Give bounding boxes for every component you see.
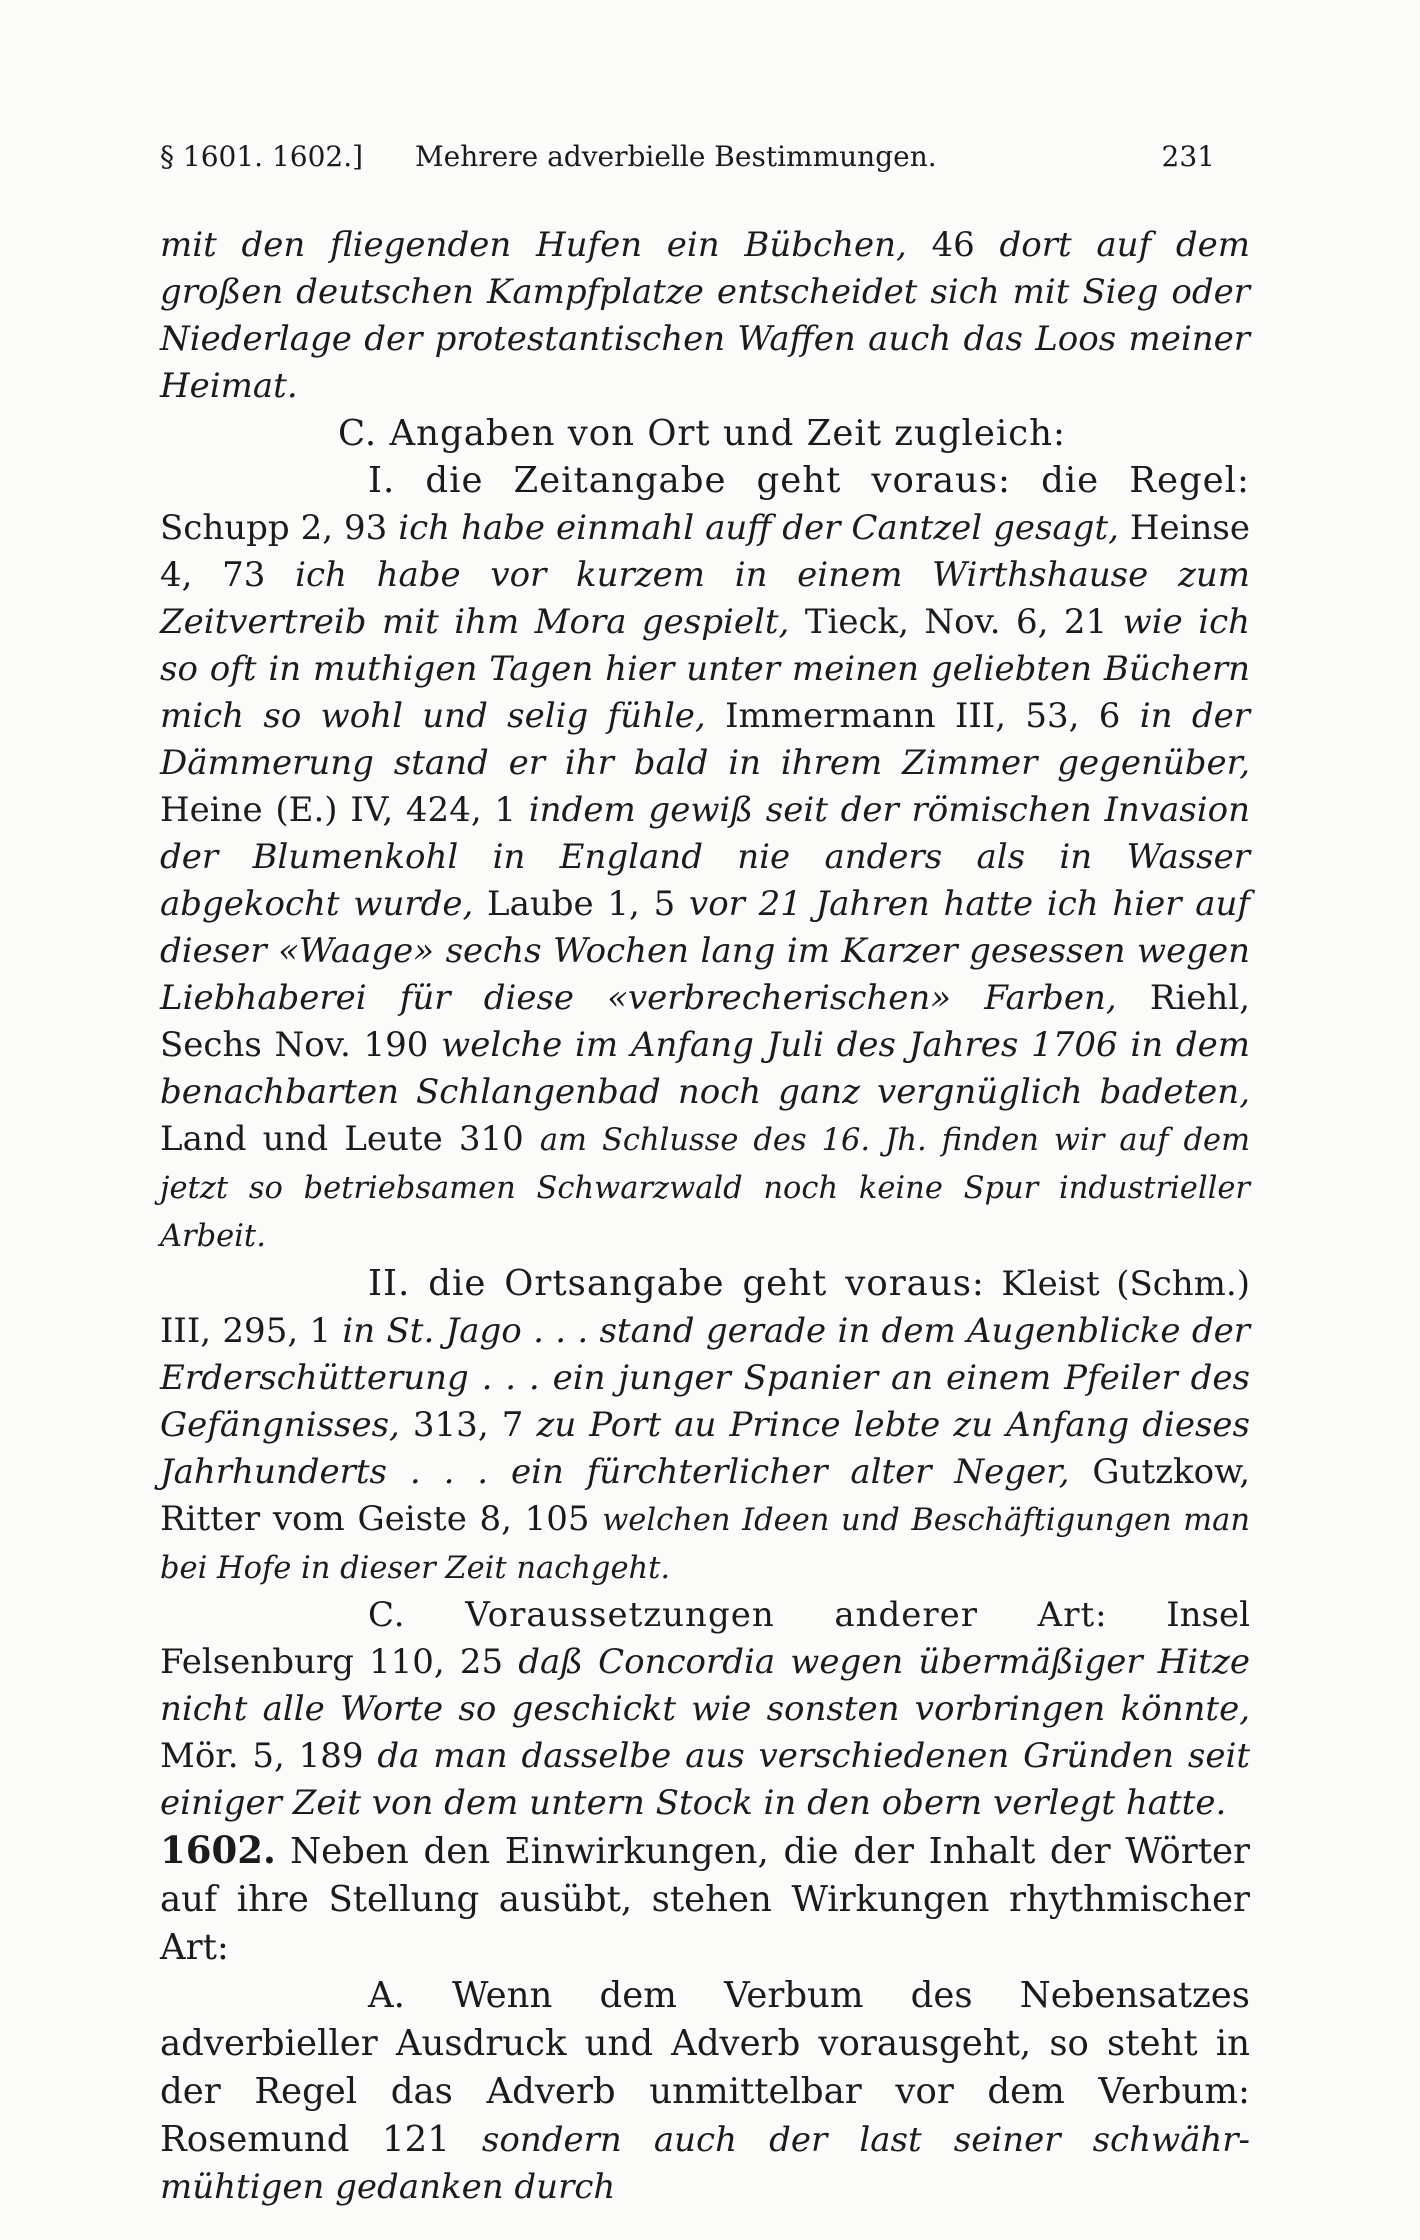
citation: Schupp 2, 93 [160, 508, 388, 548]
quote-text: welchen Ideen und Beschäftigungen man bei Hofe in dieser Zeit nachgeht. [160, 1503, 1251, 1586]
subsection-heading: II. die Ortsangabe geht voraus: [368, 1263, 985, 1304]
citation: Tieck, Nov. 6, 21 [804, 602, 1108, 642]
paragraph-1602-A [160, 1972, 1250, 2211]
header-title: Mehrere adverbielle Bestimmungen. [415, 140, 937, 173]
quote-text: daß Concordia wegen übermäßiger Hitze nicht alle Worte so geschickt wie sonsten vorbringen könnte, [160, 1642, 1250, 1729]
section-intro: Neben den Einwirkungen, die der Inhalt der Wörter auf ihre Stellung ausübt, stehen Wirkungen rhythmischer Art: [160, 1831, 1250, 1968]
citation: Insel Felsenburg 110, 25 [160, 1595, 1250, 1682]
quote-text: zu Port au Prince lebte zu Anfang dieses Jahrhunderts . . . ein fürchterlicher alter Neger, [160, 1405, 1250, 1492]
citation: Heine (E.) IV, 424, 1 [160, 790, 517, 830]
citation: 313, 7 [412, 1405, 524, 1445]
quote-text: dort auf dem großen deutschen Kampfplatze entscheidet sich mit Sieg oder Niederlage der protestantischen Waffen auch das Loos meiner Heimat. [160, 225, 1250, 406]
citation: Land und Leute 310 [160, 1119, 524, 1159]
quote-text: mit den fliegenden Hufen ein Bübchen, [160, 225, 907, 265]
quote-text: am Schlusse des 16. Jh. finden wir auf dem jetzt so betriebsamen Schwarzwald noch keine Spur industrieller Arbeit. [160, 1123, 1251, 1254]
paragraph-subsection-C2 [160, 1592, 1250, 1827]
citation: Immermann III, 53, 6 [725, 696, 1121, 736]
citation: Gutzkow, Ritter vom Geiste 8, 105 [160, 1452, 1251, 1539]
subsection-heading: I. die Zeitangabe geht voraus: die Regel: [368, 460, 1250, 501]
paragraph-1602 [160, 1827, 1250, 1972]
citation: Riehl, Sechs Nov. 190 [160, 978, 1251, 1065]
citation: Mör. 5, 189 [160, 1736, 364, 1776]
quote-text: in St. Jago . . . stand gerade in dem Augenblicke der Erderschütterung . . . ein junger Spanier an einem Pfeiler des Gefängnisses, [160, 1311, 1250, 1445]
quote-text: vor 21 Jahren hatte ich hier auf dieser «Waage» sechs Wochen lang im Karzer gesessen wegen Liebhaberei für diese «verbrecherischen» Farben, [160, 884, 1251, 1018]
body-text [160, 222, 1250, 2211]
quote-text: da man dasselbe aus verschiedenen Gründen seit einiger Zeit von dem untern Stock in den obern verlegt hatte. [160, 1736, 1250, 1823]
rule-text: A. Wenn dem Verbum des Nebensatzes adverbieller Ausdruck und Adverb vorausgeht, so steht in der Regel das Adverb unmittelbar vor dem Verbum: Rosemund 121 [160, 1975, 1250, 2160]
heading-c: C. Angaben von Ort und Zeit zugleich: [338, 413, 1066, 454]
paragraph-continuation [160, 222, 1250, 410]
section-number: 1602. [160, 1828, 276, 1872]
quote-text: ich habe vor kurzem in einem Wirthshause zum Zeitvertreib mit ihm Mora gespielt, [160, 555, 1250, 642]
quote-text: wie ich so oft in muthigen Tagen hier unter meinen geliebten Büchern mich so wohl und selig fühle, [160, 602, 1251, 736]
citation: Heinse 4, 73 [160, 508, 1250, 595]
page-number: 231 [1161, 140, 1215, 173]
citation: Laube 1, 5 [487, 884, 676, 924]
quote-text: ich habe einmahl auff der Cantzel gesagt, [398, 508, 1119, 548]
running-header [160, 140, 1215, 180]
paragraph-subsection-II [160, 1260, 1250, 1592]
paragraph-subsection-I [160, 457, 1250, 1260]
quote-text: welche im Anfang Juli des Jahres 1706 in dem benachbarten Schlangenbad noch ganz vergnüglich badeten, [160, 1025, 1250, 1112]
citation: 46 [931, 225, 975, 265]
citation: Kleist (Schm.) III, 295, 1 [160, 1264, 1250, 1351]
header-section-ref: § 1601. 1602.] [160, 140, 364, 173]
quote-text: indem gewiß seit der römischen Invasion der Blumenkohl in England nie anders als in Wasser abgekocht wurde, [160, 790, 1251, 924]
quote-text: in der Dämmerung stand er ihr bald in ihrem Zimmer gegenüber, [160, 696, 1250, 783]
subsection-heading: C. Voraussetzungen anderer Art: [368, 1595, 1108, 1635]
quote-text: sondern auch der last seiner schwähr-mühtigen gedanken durch [160, 2120, 1250, 2207]
